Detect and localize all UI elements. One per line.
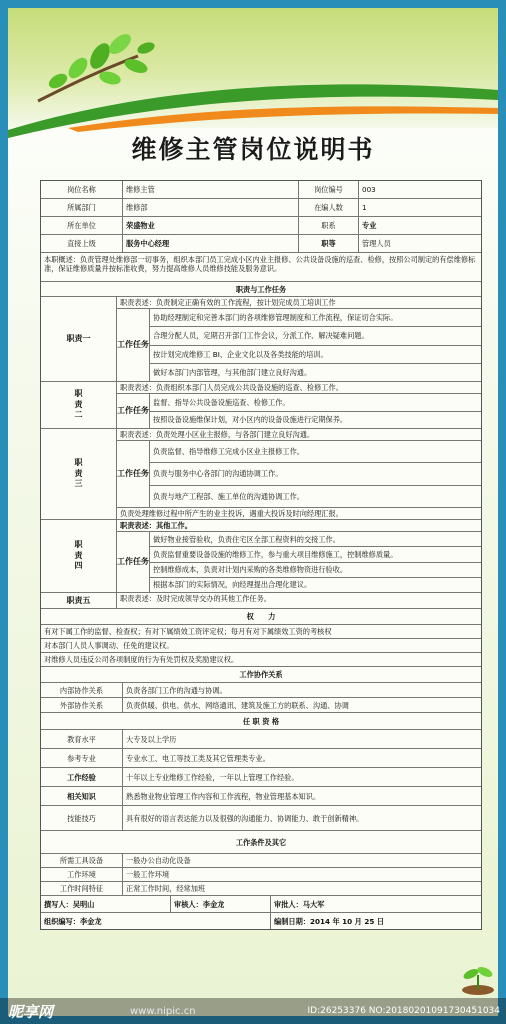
duty-3-label-char: 责 [74,468,83,478]
task-item: 负责监督、指导维修工完成小区业主报修工作。 [150,441,481,463]
author: 撰写人：吴明山 [41,896,171,912]
qualification-row [41,787,481,806]
task-item: 合理分配人员，定期召开部门工作会议，分派工作、解决疑难问题。 [150,327,481,345]
duty-block-3 [41,429,481,520]
duty-5-description: 职责表述：及时完成领导交办的其他工作任务。 [120,594,271,603]
summary-row [41,253,481,282]
watermark-id: ID:26253376 NO:20180201091730451034 [307,1006,500,1016]
qualification-label: 技能技巧 [41,806,123,830]
leaf-branch-icon [28,26,158,106]
task-item: 控制维修成本，负责对计划内采购的各类维修物资进行验收。 [150,563,481,578]
duty-3-label [41,429,117,519]
authority-header: 权 力 [246,612,276,621]
condition-label: 所需工具设备 [41,854,123,867]
duty-4-label-char: 四 [74,561,83,571]
task-item: 监督、指导公共设备设施巡查、检修工作。 [150,394,481,412]
condition-row [41,854,481,868]
tasks-label: 工作任务 [117,441,150,507]
tasks-label: 工作任务 [117,309,150,381]
task-item: 根据本部门的实际情况，向经理提出合理化建议。 [153,580,312,590]
task-item: 做好本部门内部管理，与其他部门建立良好沟通。 [153,367,312,377]
watermark-bar [0,998,506,1024]
duty-2-label-char: 职 [74,388,83,398]
info-row [41,217,481,235]
value-position-name: 维修主管 [123,181,299,198]
sprout-icon [460,963,496,995]
reviewer: 审核人：李金龙 [171,896,271,912]
cooperation-header: 工作协作关系 [239,670,283,679]
authority-item: 对本部门人员人事调动、任免的建议权。 [44,641,174,650]
duty-2-label-char: 责 [74,399,83,409]
qualification-label: 参考专业 [41,749,123,767]
duties-header: 职责与工作任务 [235,284,287,294]
duty-5-label: 职责五 [41,593,117,608]
qualification-value: 十年以上专业维修工作经验，一年以上管理工作经验。 [126,772,299,782]
duty-3-extra: 负责处理维修过程中所产生的业主投诉，遇重大投诉及时向经理汇报。 [117,507,481,519]
cooperation-label: 内部协作关系 [41,683,123,697]
authority-item: 有对下属工作的监督、检查权；有对下属绩效工资评定权；每月有对下属绩效工资的考核权 [44,627,332,636]
label-position-name: 岗位名称 [41,181,123,198]
duty-4-label-char: 责 [74,550,83,560]
duty-1-description: 职责表述：负责制定正确有效的工作流程，按计划完成员工培训工作 [117,297,481,309]
qualification-label: 教育水平 [41,730,123,748]
section-header [41,713,481,730]
qualification-label: 相关知识 [41,787,123,805]
qualification-row [41,749,481,768]
authority-row [41,625,481,639]
compile-date: 编制日期：2014 年 10 月 25 日 [274,916,385,926]
job-summary: 本职概述：负责管理处维修部一切事务，组织本部门员工完成小区内业主报修、公共设备设施的巡查、检修，按照公司制定的有偿维修标准，保证维修质量并按标准收费，努力提高维修人员维修技能及服务意识。 [44,255,476,273]
qualification-label: 工作经验 [41,768,123,786]
label-supervisor: 直接上级 [41,235,123,252]
qualifications-header: 任 职 资 格 [242,716,280,726]
approver: 审批人：马大军 [274,899,325,909]
watermark-url: www.nipic.cn [130,1006,196,1017]
info-row [41,181,481,199]
section-header [41,282,481,297]
cooperation-label: 外部协作关系 [41,698,123,712]
signoff-row [41,896,481,913]
value-headcount: 1 [362,203,367,212]
cooperation-row [41,683,481,698]
task-item: 协助经理制定和完善本部门的各项维修管理制度和工作流程，保证切合实际。 [150,309,481,327]
task-item: 按照设备设施维保计划，对小区内的设备设施进行定期保养。 [153,415,348,425]
label-headcount: 在编人数 [299,199,359,216]
duty-2-label [41,382,117,428]
duty-3-label-char: 三 [74,479,83,489]
duty-4-label [41,520,117,592]
task-item: 负责与地产工程部、施工单位的沟通协调工作。 [153,491,304,501]
condition-row [41,868,481,882]
job-description-table [40,180,482,930]
cooperation-row [41,698,481,713]
duty-4-label-char: 职 [74,539,83,549]
tasks-label: 工作任务 [117,394,150,428]
qualification-value: 具有很好的语言表达能力以及很强的沟通能力、协调能力、敢于创新精神。 [126,813,364,823]
condition-value: 一般工作环境 [126,870,170,879]
duty-4-description: 职责表述：其他工作。 [117,520,481,532]
watermark-logo: 昵享网 [8,1003,54,1021]
label-job-grade: 职等 [299,235,359,252]
task-item: 按计划完成维修工 BI、企业文化以及各类技能的培训。 [150,346,481,364]
tasks-label: 工作任务 [117,532,150,592]
condition-row [41,882,481,896]
condition-label: 工作环境 [41,868,123,881]
organizer: 组织编写：李金龙 [41,913,271,929]
qualification-row [41,730,481,749]
cooperation-value: 负责供暖、供电、供水、网络通讯、建筑及施工方的联系、沟通、协调 [126,700,349,710]
task-item: 负责监督重要设备设施的维修工作，参与重大项目维修施工，控制维修质量。 [150,547,481,562]
condition-value: 一般办公自动化设备 [126,856,191,865]
value-supervisor: 服务中心经理 [123,235,299,252]
task-item: 负责与服务中心各部门的沟通协调工作。 [150,463,481,485]
label-department: 所属部门 [41,199,123,216]
qualification-row [41,768,481,787]
duty-1-label: 职责一 [41,297,117,381]
value-department: 维修部 [123,199,299,216]
poster [8,8,498,1016]
qualification-row [41,806,481,831]
duty-block-1 [41,297,481,382]
section-header [41,609,481,625]
label-unit: 所在单位 [41,217,123,234]
value-job-grade: 管理人员 [362,239,391,248]
info-row [41,199,481,217]
duty-3-label-char: 职 [74,457,83,467]
authority-row [41,639,481,653]
duty-3-description: 职责表述：负责处理小区业主报修，与各部门建立良好沟通。 [117,429,481,441]
cooperation-value: 负责各部门工作的沟通与协调。 [126,685,227,695]
qualification-value: 熟悉物业物业管理工作内容和工作流程，物业管理基本知识。 [126,791,321,801]
label-job-family: 职系 [299,217,359,234]
label-position-id: 岗位编号 [299,181,359,198]
section-header [41,831,481,854]
duty-2-label-char: 二 [74,410,83,420]
duty-block-2 [41,382,481,429]
page-title: 维修主管岗位说明书 [131,135,375,164]
duty-2-description: 职责表述：负责组织本部门人员完成公共设备设施的巡查、检修工作。 [117,382,481,394]
conditions-header: 工作条件及其它 [235,837,287,847]
duty-block-5 [41,593,481,609]
section-header [41,667,481,683]
authority-row [41,653,481,667]
value-position-id: 003 [362,185,376,194]
value-job-family: 专业 [362,221,377,230]
authority-item: 对维修人员违反公司各项制度的行为有处罚权及奖励建议权。 [44,655,239,664]
info-row [41,235,481,253]
qualification-value: 大专及以上学历 [126,734,177,744]
signoff-row [41,913,481,929]
duty-block-4 [41,520,481,593]
condition-label: 工作时间特征 [41,882,123,895]
value-unit: 荣盛物业 [123,217,299,234]
task-item: 做好物业接管验收，负责住宅区全部工程资料的交接工作。 [150,532,481,547]
qualification-value: 专业水工、电工等技工类及其它管理类专业。 [126,753,270,763]
condition-value: 正常工作时间，经常加班 [126,884,206,893]
